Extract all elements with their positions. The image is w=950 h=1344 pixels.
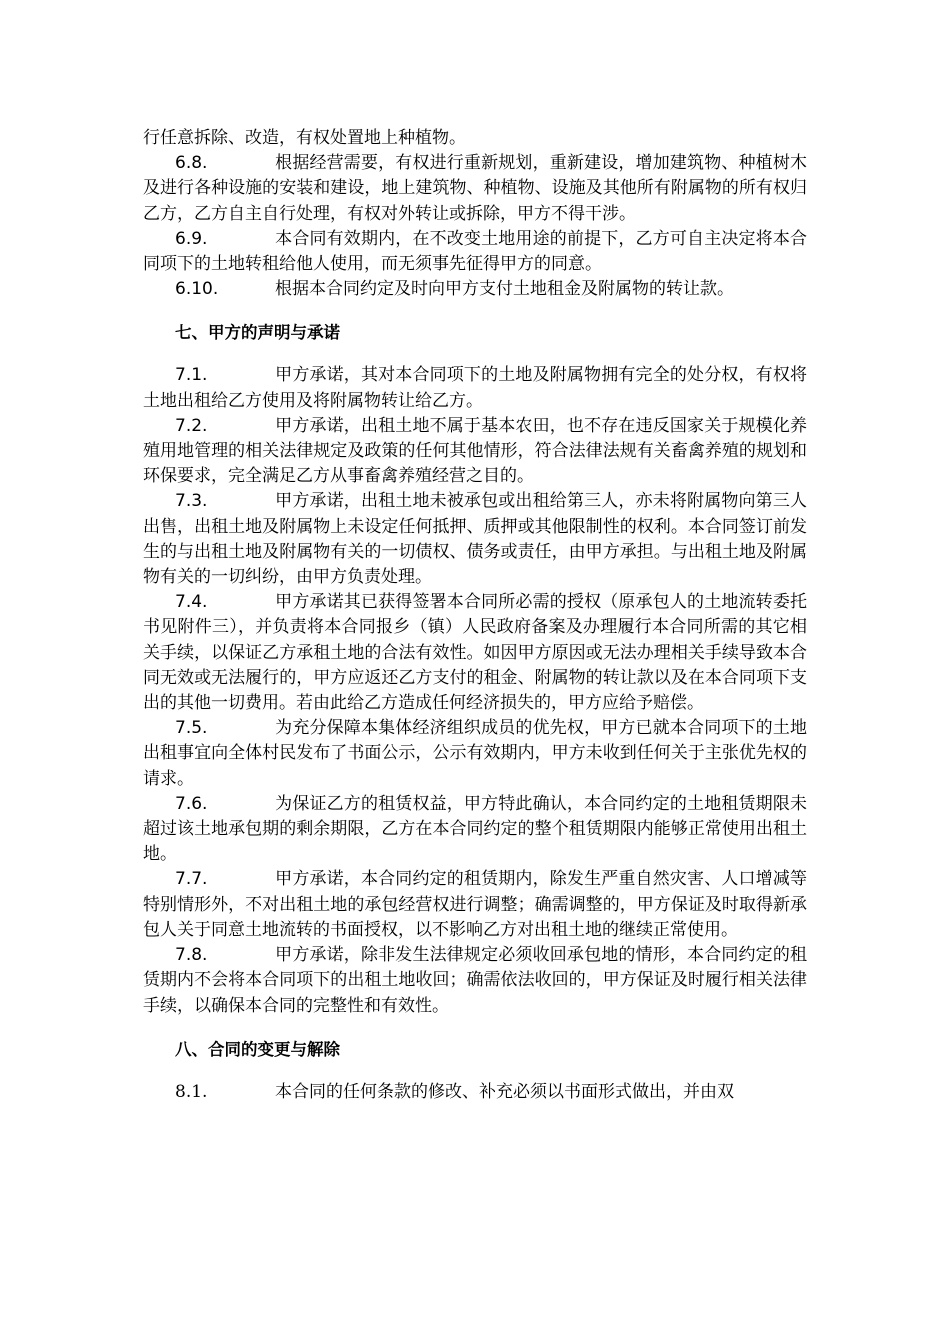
clause-text: 甲方承诺，本合同约定的租赁期内，除发生严重自然灾害、人口增减等特别情形外，不对出租土地的承包经营权进行调整；确需调整的，甲方保证及时取得新承包人关于同意土地流转的书面授权，以不影响乙方对出租土地的继续正常使用。 [143,869,807,940]
clause-text: 本合同有效期内，在不改变土地用途的前提下，乙方可自主决定将本合同项下的土地转租给他人使用，而无须事先征得甲方的同意。 [143,228,807,275]
clause-text: 甲方承诺，除非发生法律规定必须收回承包地的情形，本合同约定的租赁期内不会将本合同项下的出租土地收回；确需依法收回的，甲方保证及时履行相关法律手续，以确保本合同的完整性和有效性。 [143,945,807,1016]
clause-6-10 [143,277,807,302]
clause-number: 7.2. [175,415,208,436]
clause-text: 根据经营需要，有权进行重新规划，重新建设，增加建筑物、种植树木及进行各种设施的安装和建设，地上建筑物、种植物、设施及其他所有附属物的所有权归乙方，乙方自主自行处理，有权对外转让或拆除，甲方不得干涉。 [143,153,807,224]
clause-7-4 [143,590,807,716]
clause-8-1 [143,1080,807,1105]
clause-6-9 [143,227,807,277]
clause-number: 6.10. [175,279,219,300]
clause-number: 7.3. [175,491,208,512]
clause-text: 甲方承诺其已获得签署本合同所必需的授权（原承包人的土地流转委托书见附件三），并负责将本合同报乡（镇）人民政府备案及办理履行本合同所需的其它相关手续，以保证乙方承租土地的合法有效性。如因甲方原因或无法办理相关手续导致本合同无效或无法履行的，甲方应返还乙方支付的租金、附属物的转让款以及在本合同项下支出的其他一切费用。若由此给乙方造成任何经济损失的，甲方应给予赔偿。 [143,592,807,714]
section-7-heading: 七、甲方的声明与承诺 [175,323,340,343]
section-8-heading: 八、合同的变更与解除 [175,1039,340,1059]
clause-7-7 [143,867,807,943]
clause-number: 7.1. [175,365,208,386]
clause-number: 7.5. [175,718,208,739]
document-body [143,126,807,1105]
clause-7-2 [143,414,807,490]
clause-number: 6.8. [175,153,208,174]
clause-text: 本合同的任何条款的修改、补充必须以书面形式做出，并由双 [275,1081,734,1102]
clause-text: 为保证乙方的租赁权益，甲方特此确认，本合同约定的土地租赁期限未超过该土地承包期的剩余期限，乙方在本合同约定的整个租赁期限内能够正常使用出租土地。 [143,793,807,865]
clause-7-5 [143,716,807,792]
clause-text: 甲方承诺，出租土地未被承包或出租给第三人，亦未将附属物向第三人出售，出租土地及附属物上未设定任何抵押、质押或其他限制性的权利。本合同签订前发生的与出租土地及附属物有关的一切债权、债务或责任，由甲方承担。与出租土地及附属物有关的一切纠纷，由甲方负责处理。 [143,491,807,588]
clause-number: 8.1. [175,1081,208,1102]
clause-text: 为充分保障本集体经济组织成员的优先权，甲方已就本合同项下的土地出租事宜向全体村民发布了书面公示，公示有效期内，甲方未收到任何关于主张优先权的请求。 [143,718,807,789]
clause-7-8 [143,943,807,1019]
clause-number: 7.7. [175,869,208,890]
clause-7-6 [143,792,807,868]
clause-6-8 [143,151,807,227]
clause-7-3 [143,489,807,590]
clause-number: 7.6. [175,793,208,814]
clause-number: 6.9. [175,228,208,249]
clause-7-1 [143,363,807,413]
clause-text: 甲方承诺，出租土地不属于基本农田，也不存在违反国家关于规模化养殖用地管理的相关法律规定及政策的任何其他情形，符合法律法规有关畜禽养殖的规划和环保要求，完全满足乙方从事畜禽养殖经营之目的。 [143,415,807,487]
clause-number: 7.8. [175,945,208,966]
clause-text: 甲方承诺，其对本合同项下的土地及附属物拥有完全的处分权，有权将土地出租给乙方使用及将附属物转让给乙方。 [143,365,807,411]
continued-paragraph: 行任意拆除、改造，有权处置地上种植物。 [143,128,466,148]
clause-number: 7.4. [175,592,208,613]
clause-text: 根据本合同约定及时向甲方支付土地租金及附属物的转让款。 [275,279,734,300]
